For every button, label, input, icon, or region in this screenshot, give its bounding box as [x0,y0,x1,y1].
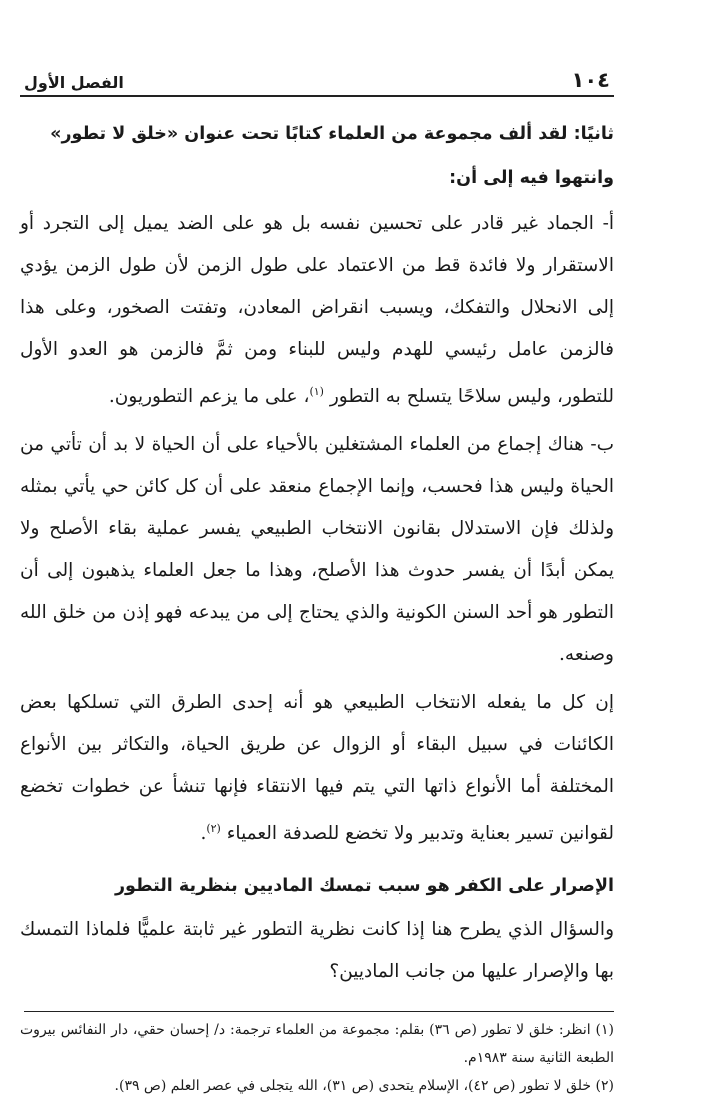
section-heading-line2: وانتهوا فيه إلى أن: [449,168,614,188]
subheading: الإصرار على الكفر هو سبب تمسك الماديين بنظرية التطور [114,876,614,897]
paragraph-ba: ب- هناك إجماع من العلماء المشتغلين بالأحياء على أن الحياة لا بد أن تأتي من الحياة وليس هذا فحسب، وإنما الإجماع منعقد على أن كل كائن حي يأتي بمثله ولذلك فإن الاستدلال بقانون الانتخاب الطبيعي يفسر عملية بقاء الأصلح ولا يمكن أبدًا أن يفسر حدوث هذا الأصلح، وهذا ما جعل العلماء يذهبون إلى أن التطور هو أحد السنن الكونية والذي يحتاج إلى من يبدعه فهو إذن من خلق الله وصنعه. [20,434,614,666]
page-header [20,58,614,97]
paragraph-alif-text: أ- الجماد غير قادر على تحسين نفسه بل هو على الضد يميل إلى التجرد أو الاستقرار ولا فائدة قط من الاعتماد على طول الزمن لأن طول الزمن يؤدي إلى الانحلال والتفكك، ويسبب انقراض المعادن، وتفتت الصخور، وعلى هذا فالزمن عامل رئيسي للهدم وليس للبناء ومن ثمَّ فالزمن هو العدو الأول للتطور، وليس سلاحًا يتسلح به التطور [20,213,614,408]
page-number: ١٠٤ [571,68,610,92]
chapter-title: الفصل الأول [24,73,124,92]
paragraph-three-end: . [200,823,207,845]
paragraph-alif [20,203,614,418]
paragraph-four: والسؤال الذي يطرح هنا إذا كانت نظرية التطور غير ثابتة علميًّا فلماذا التمسك بها والإصرار عليها من جانب الماديين؟ [20,919,614,983]
footnote-1: (١) انظر: خلق لا تطور (ص ٣٦) بقلم: مجموعة من العلماء ترجمة: د/ إحسان حقي، دار النفائس بيروت الطبعة الثانية سنة ١٩٨٣م. [20,1022,614,1067]
paragraph-three [20,682,614,855]
footnote-ref-1: (١) [309,385,324,398]
footnote-ref-2: (٢) [206,822,221,836]
book-page [20,58,614,1100]
section-heading [20,119,614,193]
paragraph-alif-end: ، على ما يزعم التطوريون. [108,386,310,408]
section-heading-line1: ثانيًا: لقد ألف مجموعة من العلماء كتابًا تحت عنوان «خلق لا تطور» [50,124,614,144]
footnote-separator [24,1011,614,1012]
paragraph-three-text: إن كل ما يفعله الانتخاب الطبيعي هو أنه إحدى الطرق التي تسلكها بعض الكائنات في سبيل البقاء أو الزوال عن طريق الحياة، والتكاثر بين الأنواع المختلفة أما الأنواع ذاتها التي يتم فيها الانتقاء فإنها تنشأ عن خطوات تخضع لقوانين تسير بعناية وتدبير ولا تخضع للصدفة العمياء [20,692,614,845]
footnote-2: (٢) خلق لا تطور (ص ٤٢)، الإسلام يتحدى (ص ٣١)، الله يتجلى في عصر العلم (ص ٣٩). [114,1078,614,1095]
